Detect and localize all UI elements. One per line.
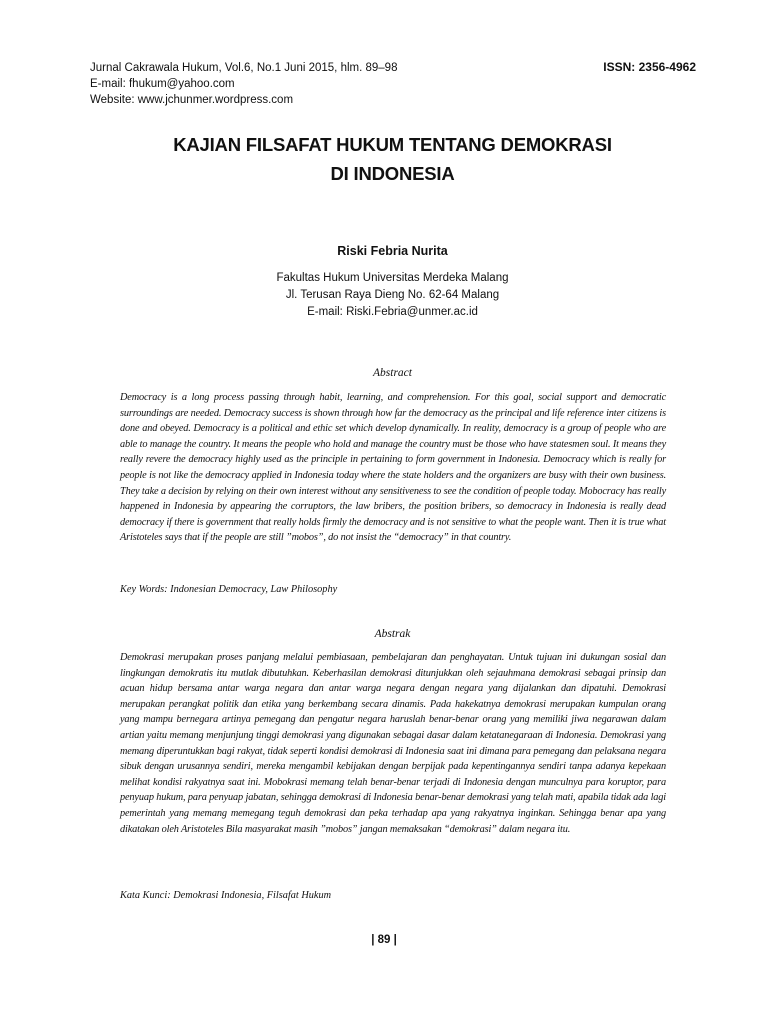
paper-title-line-1: KAJIAN FILSAFAT HUKUM TENTANG DEMOKRASI [173, 134, 612, 155]
author-address: Jl. Terusan Raya Dieng No. 62-64 Malang [285, 289, 500, 301]
paper-title [90, 130, 695, 188]
abstrak-heading: Abstrak [374, 628, 411, 640]
abstract-heading: Abstract [373, 367, 412, 379]
issn-label: ISSN: 2356-4962 [603, 60, 696, 74]
abstrak-body: Demokrasi merupakan proses panjang melalui pembiasaan, pembelajaran dan penghayatan. Untuk tujuan ini dukungan sosial dan lingkungan demokratis itu mutlak dibutuhkan. Keberhasilan demokrasi ditunjukkan oleh sejauhmana demokrasi sebagai prinsip dan acuan hidup bersama antar warga negara dan antar warga negara dengan negara yang dijalankan dan dipatuhi. Demokrasi merupakan perangkat politik dan etika yang berkembang secara dinamis. Pada hakekatnya demokrasi merupakan kumpulan orang yang mampu bernegara artinya pemegang dan pengatur negara haruslah benar-benar orang yang memiliki jiwa negarawan dalam artian yaitu memang menjunjung tinggi demokrasi yang digunakan sebagai dasar dalam ketatanegaraan di Indonesia. Demokrasi yang memang diperuntukkan bagi rakyat, tidak seperti kondisi demokrasi di Indonesia saat ini dimana para pemegang dan pelaksana negara sibuk dengan urusannya sendiri, mereka mengambil kebijakan dengan berpijak pada kepentingannya sendiri tanpa adanya kepekaan melihat kondisi rakyatnya saat ini. Mobokrasi memang telah benar-benar terjadi di Indonesia dengan munculnya para koruptor, para penyuap hukum, para penyuap jabatan, sehingga demokrasi di Indonesia benar-benar demokrasi yang telah mati, apabila tidak ada lagi pemerintah yang memang memegang teguh demokrasi dan peka terhadap apa yang rakyatnya inginkan. Sehingga benar apa yang dikatakan oleh Aristoteles Bila masyarakat masih ”mobos” jangan memaksakan “demokrasi” dalam negara itu. [120, 652, 666, 835]
paper-title-line-2: DI INDONESIA [330, 163, 455, 184]
author-affiliation-block [90, 270, 695, 321]
journal-email: E-mail: fhukum@yahoo.com [90, 78, 235, 90]
abstrak-keywords: Kata Kunci: Demokrasi Indonesia, Filsafat Hukum [120, 890, 332, 901]
journal-header [90, 60, 397, 108]
author-name: Riski Febria Nurita [337, 244, 448, 258]
author-email: E-mail: Riski.Febria@unmer.ac.id [307, 306, 478, 318]
journal-website: Website: www.jchunmer.wordpress.com [90, 94, 294, 106]
page-number: | 89 | [371, 934, 397, 946]
journal-citation: Jurnal Cakrawala Hukum, Vol.6, No.1 Juni 2015, hlm. 89–98 [90, 62, 398, 74]
abstract-body: Democracy is a long process passing through habit, learning, and comprehension. For this goal, social support and democratic surroundings are needed. Democracy success is shown through how far the democracy as the principal and life reference inter citizens is done and obeyed. Democracy is a political and ethic set which develop dynamically. In reality, democracy is a group of people who are able to manage the country. It means the people who hold and manage the country must be those who have statesmen soul. It means they really revere the democracy highly used as the principle in pertaining to form government in Indonesia. Democracy which is really for people is not like the democracy applied in Indonesia today where the state holders and the organizers are busy with their own business. They take a decision by relying on their own interest without any sensitiveness to see the condition of people today. Mobocracy has really happened in Indonesia by appearing the corruptors, the law bribers, the position bribers, so democracy in Indonesia is really dead democracy if there is government that really holds firmly the democracy and is not sensitive to what the people want. Then it is true what Aristoteles says that if the people are still ”mobos”, do not insist the “democracy” in that country. [120, 392, 666, 544]
abstract-keywords: Key Words: Indonesian Democracy, Law Philosophy [120, 584, 338, 595]
author-affiliation: Fakultas Hukum Universitas Merdeka Malang [276, 272, 509, 284]
